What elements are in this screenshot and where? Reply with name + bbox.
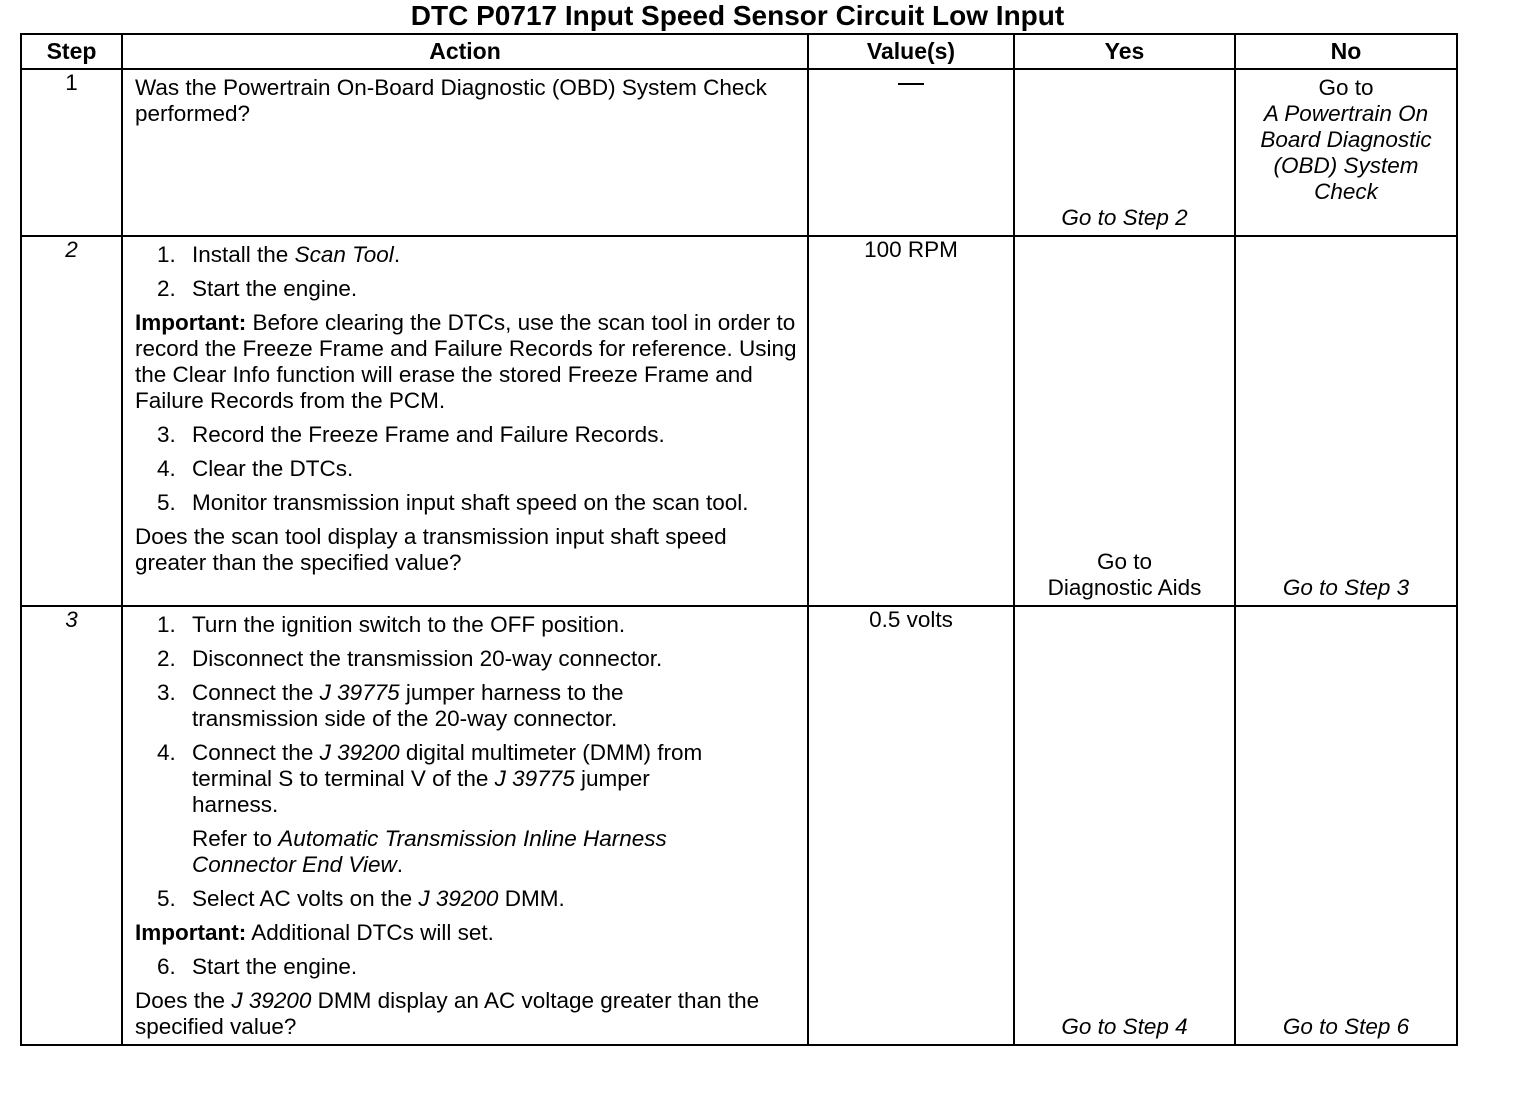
dtc-table — [20, 33, 1458, 1046]
refer-note: Refer to Automatic Transmission Inline Harness Connector End View. — [192, 826, 667, 877]
list-item: 4. Connect the J 39200 digital multimeter (DMM) from terminal S to terminal V of the J 39775 jumper harness. — [157, 740, 703, 817]
action-question: Does the scan tool display a transmission input shaft speed greater than the specified value? — [135, 524, 727, 575]
list-item: 2. Disconnect the transmission 20-way connector. — [157, 646, 663, 671]
action-cell — [122, 606, 808, 1045]
list-item: 5. Monitor transmission input shaft speed on the scan tool. — [157, 490, 749, 515]
no-prefix: Go to — [1318, 75, 1374, 100]
list-item: 1. Install the Scan Tool. — [157, 242, 401, 267]
no-cell — [1235, 606, 1457, 1045]
step-number: 3 — [21, 606, 122, 1045]
table-row-step-2 — [21, 236, 1457, 606]
action-cell — [122, 69, 808, 236]
list-item: 3. Record the Freeze Frame and Failure Records. — [157, 422, 665, 447]
header-yes: Yes — [1014, 34, 1235, 69]
yes-cell — [1014, 69, 1235, 236]
table-row-step-1 — [21, 69, 1457, 236]
list-item: 2. Start the engine. — [157, 276, 358, 301]
list-item: 5. Select AC volts on the J 39200 DMM. — [157, 886, 565, 911]
header-values: Value(s) — [808, 34, 1014, 69]
action-question: Does the J 39200 DMM display an AC voltage greater than the specified value? — [135, 988, 760, 1039]
yes-link[interactable]: Go to Step 4 — [1061, 1014, 1188, 1039]
important-note: Important: Before clearing the DTCs, use the scan tool in order to record the Freeze Frame and Failure Records for reference. Using the Clear Info function will erase the stored Freeze Frame and Failure Records from the PCM. — [135, 310, 797, 413]
no-link[interactable]: A Powertrain On Board Diagnostic (OBD) System Check — [1260, 101, 1432, 204]
step-number: 1 — [21, 69, 122, 236]
table-row-step-3 — [21, 606, 1457, 1045]
yes-link[interactable]: Go to Step 2 — [1061, 205, 1188, 230]
header-step: Step — [21, 34, 122, 69]
list-item: 6. Start the engine. — [157, 954, 358, 979]
list-item: 1. Turn the ignition switch to the OFF position. — [157, 612, 626, 637]
dash-mark — [898, 83, 924, 85]
no-cell — [1235, 69, 1457, 236]
action-cell — [122, 236, 808, 606]
page-title: DTC P0717 Input Speed Sensor Circuit Low Input — [410, 0, 1065, 31]
header-no: No — [1235, 34, 1457, 69]
step-number: 2 — [21, 236, 122, 606]
value-cell: 100 RPM — [808, 236, 1014, 606]
no-link[interactable]: Go to Step 3 — [1282, 575, 1410, 600]
header-row — [21, 34, 1457, 69]
header-action: Action — [122, 34, 808, 69]
list-item: 4. Clear the DTCs. — [157, 456, 354, 481]
yes-cell — [1014, 236, 1235, 606]
yes-link[interactable]: Go to Diagnostic Aids — [1047, 549, 1202, 600]
yes-cell — [1014, 606, 1235, 1045]
value-cell: 0.5 volts — [808, 606, 1014, 1045]
action-question: Was the Powertrain On-Board Diagnostic (OBD) System Check performed? — [135, 75, 767, 126]
no-link[interactable]: Go to Step 6 — [1282, 1014, 1410, 1039]
no-cell — [1235, 236, 1457, 606]
list-item: 3. Connect the J 39775 jumper harness to the transmission side of the 20-way connector. — [157, 680, 624, 731]
important-note: Important: Additional DTCs will set. — [135, 920, 494, 945]
value-cell — [808, 69, 1014, 236]
